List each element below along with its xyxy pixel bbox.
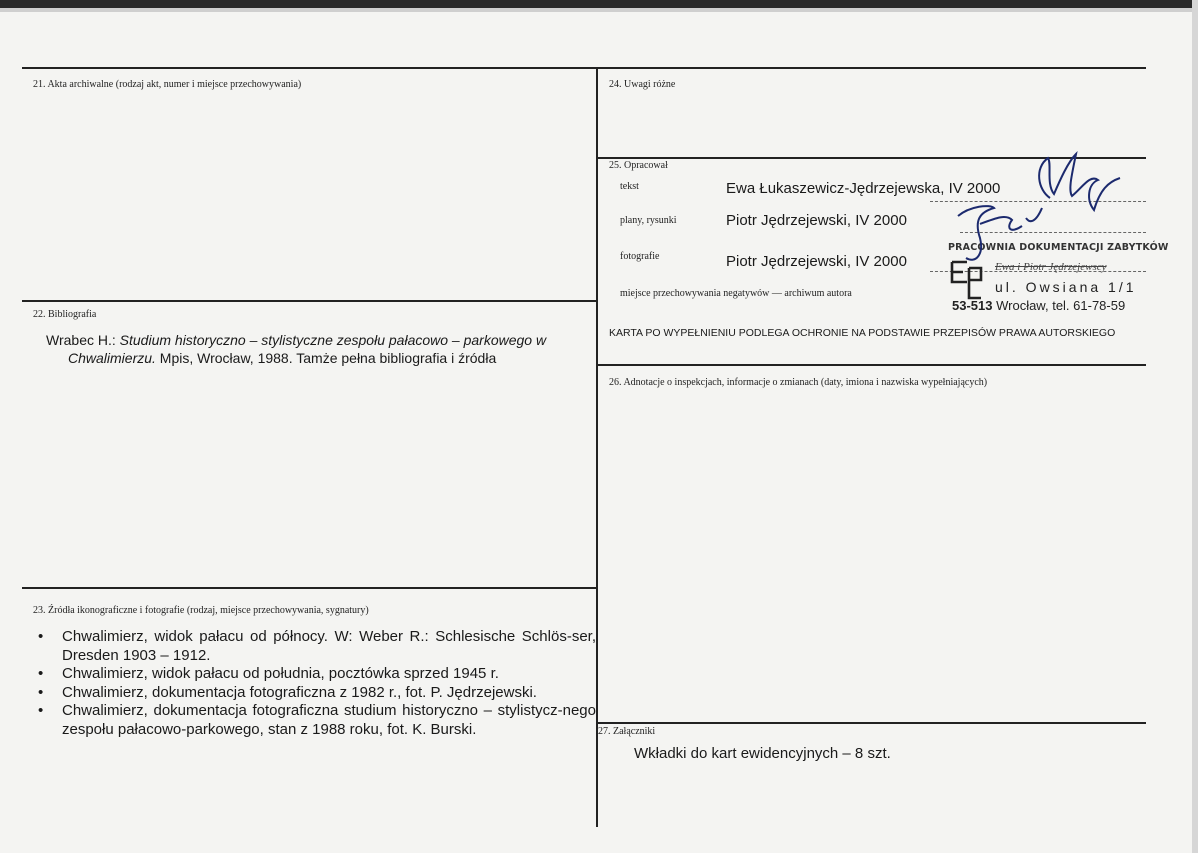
iconography-list: [38, 628, 596, 739]
rule-26: [598, 364, 1146, 366]
author-row-label-photos: fotografie: [620, 251, 660, 262]
list-item: [38, 684, 596, 703]
scan-top-shadow: [0, 8, 1198, 12]
list-item-text: Chwalimierz, widok pałacu od północy. W: Weber R.: Schlesische Schlös-ser, Dresden 1903 – 1912.: [62, 628, 596, 664]
author-row-value-plans: Piotr Jędrzejewski, IV 2000: [726, 212, 907, 229]
scan-right-edge: [1192, 0, 1198, 853]
bullet-icon: •: [38, 683, 44, 701]
bibliography-line-2: [46, 349, 576, 367]
copyright-notice: KARTA PO WYPEŁNIENIU PODLEGA OCHRONIE NA PODSTAWIE PRZEPISÓW PRAWA AUTORSKIEGO: [609, 327, 1116, 339]
stamp-city: [952, 298, 1125, 313]
scan-top-border: [0, 0, 1198, 8]
section-26-label: 26. Adnotacje o inspekcjach, informacje o zmianach (daty, imiona i nazwiska wypełniających): [609, 377, 988, 388]
bullet-icon: •: [38, 702, 44, 719]
stamp-city-phone: Wrocław, tel. 61-78-59: [992, 298, 1126, 313]
section-25-label: 25. Opracował: [609, 160, 668, 171]
bibliography-entry: [46, 331, 576, 367]
author-row-label-plans: plany, rysunki: [620, 215, 677, 226]
section-23-label: 23. Źródła ikonograficzne i fotografie (rodzaj, miejsce przechowywania, sygnatury): [33, 605, 369, 616]
bibliography-title-1: Studium historyczno – stylistyczne zespołu pałacowo – parkowego w: [119, 332, 547, 348]
section-27-label: 27. Załączniki: [598, 726, 656, 737]
bibliography-author: Wrabec H.:: [46, 332, 116, 348]
signature-2-icon: [950, 198, 1060, 273]
stamp-street: ul. Owsiana 1/1: [995, 279, 1137, 295]
bullet-icon: •: [38, 665, 44, 682]
stamp-title: PRACOWNIA DOKUMENTACJI ZABYTKÓW: [948, 242, 1169, 253]
section-24-label: 24. Uwagi różne: [609, 79, 676, 90]
stamp-names: Ewa i Piotr Jędrzejewscy: [995, 261, 1107, 273]
list-item-text: Chwalimierz, widok pałacu od południa, pocztówka sprzed 1945 r.: [62, 665, 499, 682]
list-item: [38, 702, 596, 739]
center-divider: [596, 67, 598, 827]
author-row-value-photos: Piotr Jędrzejewski, IV 2000: [726, 253, 907, 270]
bibliography-title-2: Chwalimierzu.: [68, 350, 156, 366]
rule-27: [598, 722, 1146, 724]
rule-23: [22, 587, 596, 589]
bibliography-rest: Mpis, Wrocław, 1988. Tamże pełna bibliografia i źródła: [155, 350, 497, 366]
section-21-label: 21. Akta archiwalne (rodzaj akt, numer i miejsce przechowywania): [33, 79, 302, 90]
list-item-text: Chwalimierz, dokumentacja fotograficzna studium historyczno – stylistycz-nego zespołu pałacowo-parkowego, stan z 1988 roku, fot. K. Burski.: [62, 702, 596, 738]
negatives-storage: miejsce przechowywania negatywów — archiwum autora: [620, 288, 852, 299]
rule-22: [22, 300, 596, 302]
list-item: [38, 628, 596, 665]
top-rule: [22, 67, 1146, 69]
stamp-postal: 53-513: [952, 298, 993, 313]
section-22-label: 22. Bibliografia: [33, 309, 97, 320]
bibliography-line-1: [46, 331, 576, 349]
author-row-label-text: tekst: [620, 181, 639, 192]
list-item: [38, 665, 596, 684]
attachments-value: Wkładki do kart ewidencyjnych – 8 szt.: [634, 745, 891, 762]
author-row-value-text: Ewa Łukaszewicz-Jędrzejewska, IV 2000: [726, 180, 1001, 197]
list-item-text: Chwalimierz, dokumentacja fotograficzna z 1982 r., fot. P. Jędrzejewski.: [62, 683, 537, 701]
bullet-icon: •: [38, 628, 44, 645]
